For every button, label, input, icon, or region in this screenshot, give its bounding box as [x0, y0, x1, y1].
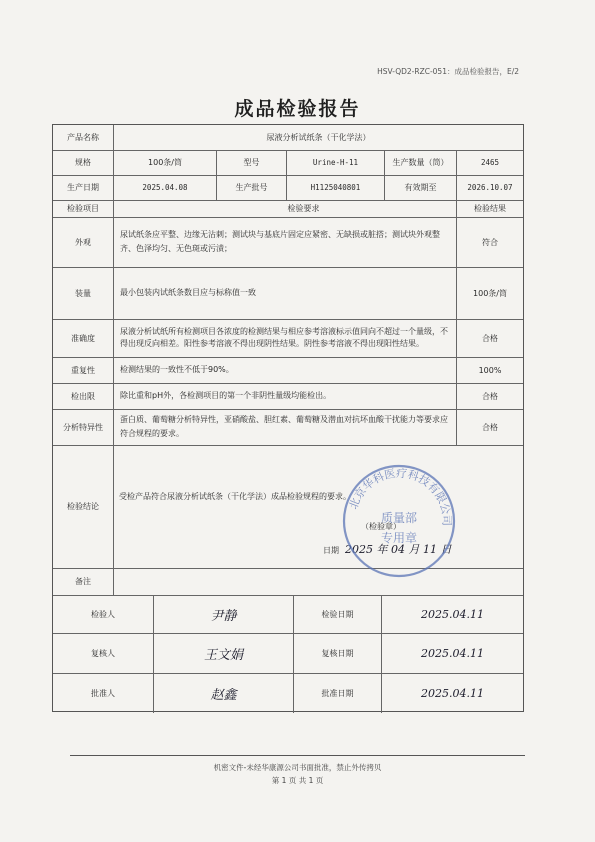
reviewer-signature: 王文娟 — [153, 633, 293, 673]
item-result: 符合 — [456, 217, 523, 267]
approve-date: 2025.04.11 — [381, 673, 523, 713]
spec-value: 100条/筒 — [113, 150, 216, 175]
model-label: 型号 — [216, 150, 286, 175]
quality-seal-stamp — [340, 462, 458, 580]
item-requirement: 蛋白质、葡萄糖分析特异性，亚硝酸盐、胆红素、葡萄糖及潜血对抗坏血酸干扰能力等要求应符合规程的要求。 — [113, 409, 456, 445]
production-date-label: 生产日期 — [67, 183, 99, 192]
inspect-date: 2025.04.11 — [381, 595, 523, 633]
item-result: 100条/筒 — [456, 267, 523, 319]
row-header — [53, 200, 523, 218]
remarks-label: 备注 — [75, 577, 91, 586]
item-result: 合格 — [456, 409, 523, 445]
footer-divider — [70, 755, 525, 756]
approver-label: 批准人 — [91, 688, 115, 698]
review-date-label: 复核日期 — [293, 633, 381, 673]
item-name: 装量 — [75, 288, 91, 298]
row-detection-limit — [53, 383, 523, 410]
item-requirement: 除比重和pH外，各检测项目的第一个非阴性量级均能检出。 — [113, 383, 456, 409]
product-name-label: 产品名称 — [67, 133, 99, 142]
item-result: 100% — [456, 357, 523, 383]
conclusion-label: 检验结论 — [67, 502, 99, 511]
item-name: 外观 — [75, 237, 91, 247]
page-title: 成品检验报告 — [234, 98, 361, 120]
conclusion-date: 2025 年 04 月 11 日 — [345, 543, 452, 556]
item-result: 合格 — [456, 319, 523, 357]
row-inspector — [53, 595, 523, 634]
footer-page-number: 第 1 页 共 1 页 — [271, 776, 324, 785]
model-value: Urine-H-11 — [286, 150, 384, 175]
seal-ring-text: 北京华科医疗科技有限公司 — [346, 466, 454, 527]
approve-date-label: 批准日期 — [293, 673, 381, 713]
reviewer-label: 复核人 — [91, 648, 115, 658]
row-repeatability — [53, 357, 523, 384]
row-accuracy — [53, 319, 523, 358]
row-approver — [53, 673, 523, 713]
batch-label: 生产批号 — [216, 175, 286, 200]
seal-inner-bottom: 专用章 — [380, 531, 418, 545]
item-requirement: 最小包装内试纸条数目应与标称值一致 — [113, 267, 456, 319]
row-fill-quantity — [53, 267, 523, 320]
quantity-value: 2465 — [456, 150, 523, 175]
inspector-label: 检验人 — [91, 609, 115, 619]
item-name: 分析特异性 — [63, 422, 103, 432]
conclusion-date-label: 日期 — [323, 546, 339, 555]
expiry-value: 2026.10.07 — [456, 175, 523, 200]
item-requirement: 尿试纸条应平整、边缘无沾刺；测试块与基底片固定应紧密、无缺损或脏搭；测试块外观整齐、色泽均匀、无色斑或污渍； — [113, 217, 456, 267]
review-date: 2025.04.11 — [381, 633, 523, 673]
seal-caption: （检验章） — [361, 522, 401, 531]
item-name: 准确度 — [71, 333, 95, 343]
footer-notice: 机密文件-未经华康源公司书面批准，禁止外传拷贝 — [213, 763, 382, 772]
product-name-value: 尿液分析试纸条（干化学法） — [113, 125, 523, 150]
row-appearance — [53, 217, 523, 268]
header-item: 检验项目 — [67, 204, 99, 213]
row-dates — [53, 175, 523, 201]
row-reviewer — [53, 633, 523, 674]
item-result: 合格 — [456, 383, 523, 409]
report-table — [52, 124, 524, 712]
row-specificity — [53, 409, 523, 446]
item-name: 重复性 — [71, 365, 95, 375]
approver-signature: 赵鑫 — [153, 673, 293, 713]
row-product-name — [53, 125, 523, 151]
seal-inner-top: 质量部 — [380, 511, 418, 525]
item-requirement: 检测结果的一致性不低于90%。 — [113, 357, 456, 383]
document-code: HSV-QD2-RZC-051：成品检验报告，E/2 — [377, 67, 519, 76]
remarks-value — [113, 568, 523, 595]
inspect-date-label: 检验日期 — [293, 595, 381, 633]
item-name: 检出限 — [71, 391, 95, 401]
spec-label: 规格 — [75, 158, 91, 167]
conclusion-area — [113, 445, 523, 568]
row-spec — [53, 150, 523, 176]
expiry-label: 有效期至 — [384, 175, 456, 200]
inspector-signature: 尹静 — [153, 595, 293, 633]
header-result: 检验结果 — [456, 200, 523, 217]
header-requirement: 检验要求 — [113, 200, 493, 217]
quantity-label: 生产数量（筒） — [384, 150, 456, 175]
conclusion-text: 受检产品符合尿液分析试纸条（干化学法）成品检验规程的要求。 — [119, 492, 351, 501]
batch-value: H1125040801 — [286, 175, 384, 200]
item-requirement: 尿液分析试纸所有检测项目各浓度的检测结果与相应参考溶液标示值同向不超过一个量级，不得出现反向相差。阳性参考溶液不得出现阴性结果。阴性参考溶液不得出现阳性结果。 — [113, 319, 456, 357]
production-date-value: 2025.04.08 — [113, 175, 216, 200]
